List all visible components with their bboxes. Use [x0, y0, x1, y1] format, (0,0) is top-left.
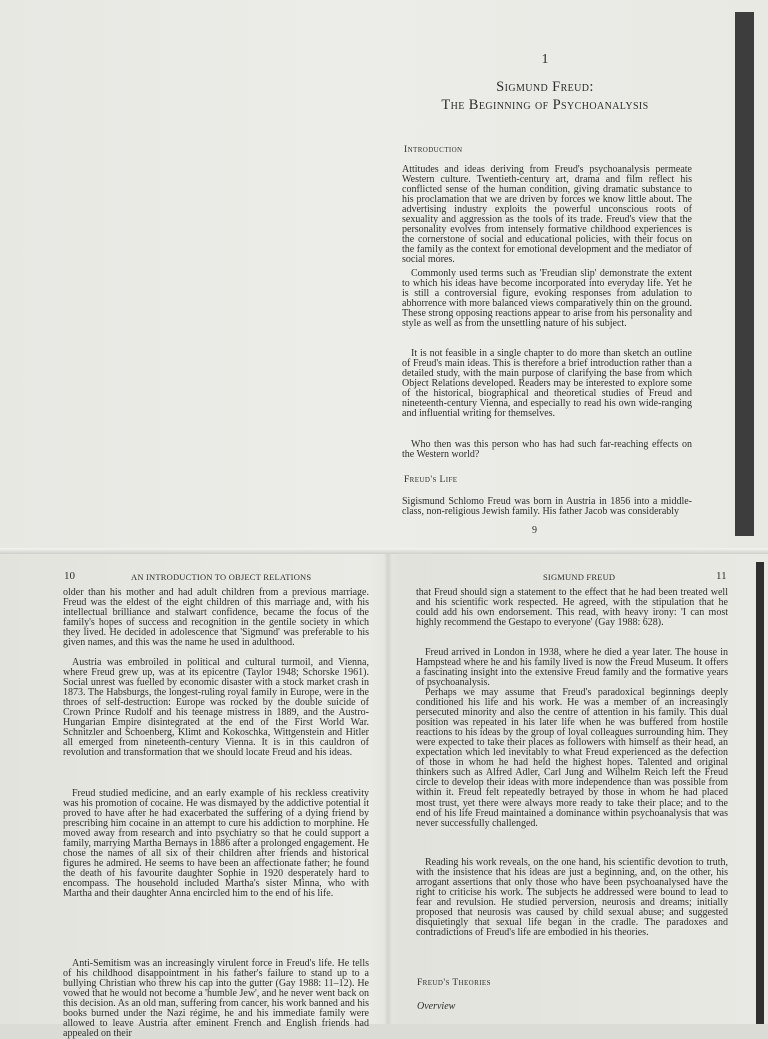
book-spine-shadow [384, 554, 392, 1024]
paragraph: that Freud should sign a statement to the effect that he had been treated well and his scientific work respected. He agreed, with the stipulation that he could add his own endorsement. This read, with heavy irony: 'I can most highly recommend the Gestapo to everyone' (Gay 1988: 628). [416, 587, 728, 629]
chapter-title-line-1: Sigmund Freud: [496, 79, 594, 95]
paragraph: Attitudes and ideas deriving from Freud's psychoanalysis permeate Western culture. Twentieth-century art, drama and film reflect his conflicted sense of the human condition, giving dramatic substance to his proclamation that we are driven by forces we know little about. The advertising industry exploits the powerful unconscious roots of sexuality and aggression as the tools of its trade. Freud's view that the personality evolves from intensely formative childhood experiences is the cornerstone of social and educational policies, with their focus on the family as the context for emotional development and the mediator of social mores. [402, 164, 692, 266]
chapter-title [400, 78, 690, 114]
scanner-edge-bottom [756, 562, 764, 1024]
introduction-heading: Introduction [404, 145, 463, 155]
paragraph: Austria was embroiled in political and cultural turmoil, and Vienna, where Freud grew up, was at its epicentre (Taylor 1948; Schorske 1961). Social unrest was fuelled by economic disaster with a stock market crash in 1873. The Habsburgs, the longest-ruling royal family in Europe, were in the throes of self-destruction: Europe was rocked by the double suicide of Crown Prince Rudolf and his teenage mistress in 1889, and the Austro-Hungarian Empire disintegrated at the end of the First World War. Schnitzler and Schoenberg, Klimt and Kokoschka, Wittgenstein and Hitler all emerged from nineteenth-century Vienna. It is in this cauldron of revolution and transformation that we should locate Freud and his ideas. [63, 657, 369, 759]
paragraph: older than his mother and had adult children from a previous marriage. Freud was the eldest of the eight children of this marriage and, with his intellectual brilliance and stalwart confidence, became the focus of the family's hopes of success and recognition in the gentile society in which they lived. He decided in adolescence that 'Sigmund' was preferable to his given names, and this was the name he used in adulthood. [63, 587, 369, 649]
overview-heading: Overview [417, 1001, 456, 1012]
page-number: 11 [716, 570, 727, 582]
paragraph: Commonly used terms such as 'Freudian slip' demonstrate the extent to which his ideas have become incorporated into everyday life. Yet he is still a controversial figure, evoking responses from adulation to abhorrence with more balanced views comparatively thin on the ground. These strong opposing reactions appear to arise from his personality and style as well as from the unsettling nature of his subject. [402, 268, 692, 330]
chapter-number: 1 [541, 52, 549, 67]
running-head: AN INTRODUCTION TO OBJECT RELATIONS [131, 572, 312, 582]
paragraph: Sigismund Schlomo Freud was born in Austria in 1856 into a middle-class, non-religious Jewish family. His father Jacob was considerably [402, 496, 692, 518]
running-head: SIGMUND FREUD [543, 572, 616, 582]
paragraph: Freud studied medicine, and an early example of his reckless creativity was his promotion of cocaine. He was dismayed by the addictive potential it proved to have after he had exacerbated the suffering of a dying friend by prescribing him cocaine in an attempt to cure his addiction to morphine. He moved away from research and into psychiatry so that he could support a family, marrying Martha Bernays in 1886 after a prolonged engagement. He chose the names of all six of their children after friends and historical figures he admired. He seems to have been an affectionate father; he found the death of his favourite daughter Sophie in 1920 desperately hard to encompass. The household included Martha's sister Minna, who with Martha and their daughter Anna encircled him to the end of his life. [63, 788, 369, 900]
freuds-theories-heading: Freud's Theories [417, 978, 491, 988]
paragraph: Reading his work reveals, on the one hand, his scientific devotion to truth, with the insistence that his ideas are just a beginning, and, on the other, his arrogant assertions that only those who have been psychoanalysed have the right to criticise his work. The subjects he addressed were bound to lead to fear and revulsion. He studied perversion, neurosis and dreams; initially proposed that neurosis was caused by child sexual abuse; and suggested disquietingly that sexual life began in the cradle. The paradoxes and contradictions of Freud's life are embodied in his theories. [416, 857, 728, 939]
paragraph: Perhaps we may assume that Freud's paradoxical beginnings deeply conditioned his life and his work. He was a member of an increasingly persecuted minority and also the centre of attention in his family. This dual position was repeated in his later life when he was buffered from hostile reactions to his ideas by the group of loyal colleagues surrounding him. They were expected to take their places as followers with himself as their head, an expectation which led inevitably to what Freud experienced as the defection of those in whom he had held the highest hopes. Talented and original thinkers such as Alfred Adler, Carl Jung and Wilhelm Reich left the Freud circle to develop their ideas with more independence than was possible from within it. Freud felt repeatedly betrayed by those in whom he had placed most trust, yet there were always more ready to take their place; and to the end of his life Freud maintained a dominance within psychoanalysis that was never successfully challenged. [416, 687, 728, 829]
paragraph: It is not feasible in a single chapter to do more than sketch an outline of Freud's main ideas. This is therefore a brief introduction rather than a detailed study, with the main purpose of clarifying the base from which Object Relations developed. Readers may be interested to explore some of the historical, biographical and theoretical studies of Freud and nineteenth-century Vienna, and especially to read his own wide-ranging and influential writing for themselves. [402, 348, 692, 420]
paragraph: Freud arrived in London in 1938, where he died a year later. The house in Hampstead where he and his family lived is now the Freud Museum. It offers a fascinating insight into the extensive Freud family and the formative years of psychoanalysis. [416, 647, 728, 689]
page-number: 9 [532, 525, 537, 536]
chapter-title-line-2: The Beginning of Psychoanalysis [441, 97, 649, 113]
page-number: 10 [64, 570, 75, 582]
scanner-edge-top [735, 12, 754, 536]
freuds-life-heading: Freud's Life [404, 475, 458, 485]
paragraph: Anti-Semitism was an increasingly virulent force in Freud's life. He tells of his childhood disappointment in his father's failure to stand up to a bullying Christian who threw his cap into the gutter (Gay 1988: 11–12). He vowed that he would not become a 'humble Jew', and he never went back on this decision. As an old man, suffering from cancer, his work banned and his books burned under the Nazi régime, he and his immediate family were allowed to leave Austria after eminent French and English friends had appealed on their [63, 958, 370, 1039]
paragraph: Who then was this person who has had such far-reaching effects on the Western world? [402, 439, 692, 461]
